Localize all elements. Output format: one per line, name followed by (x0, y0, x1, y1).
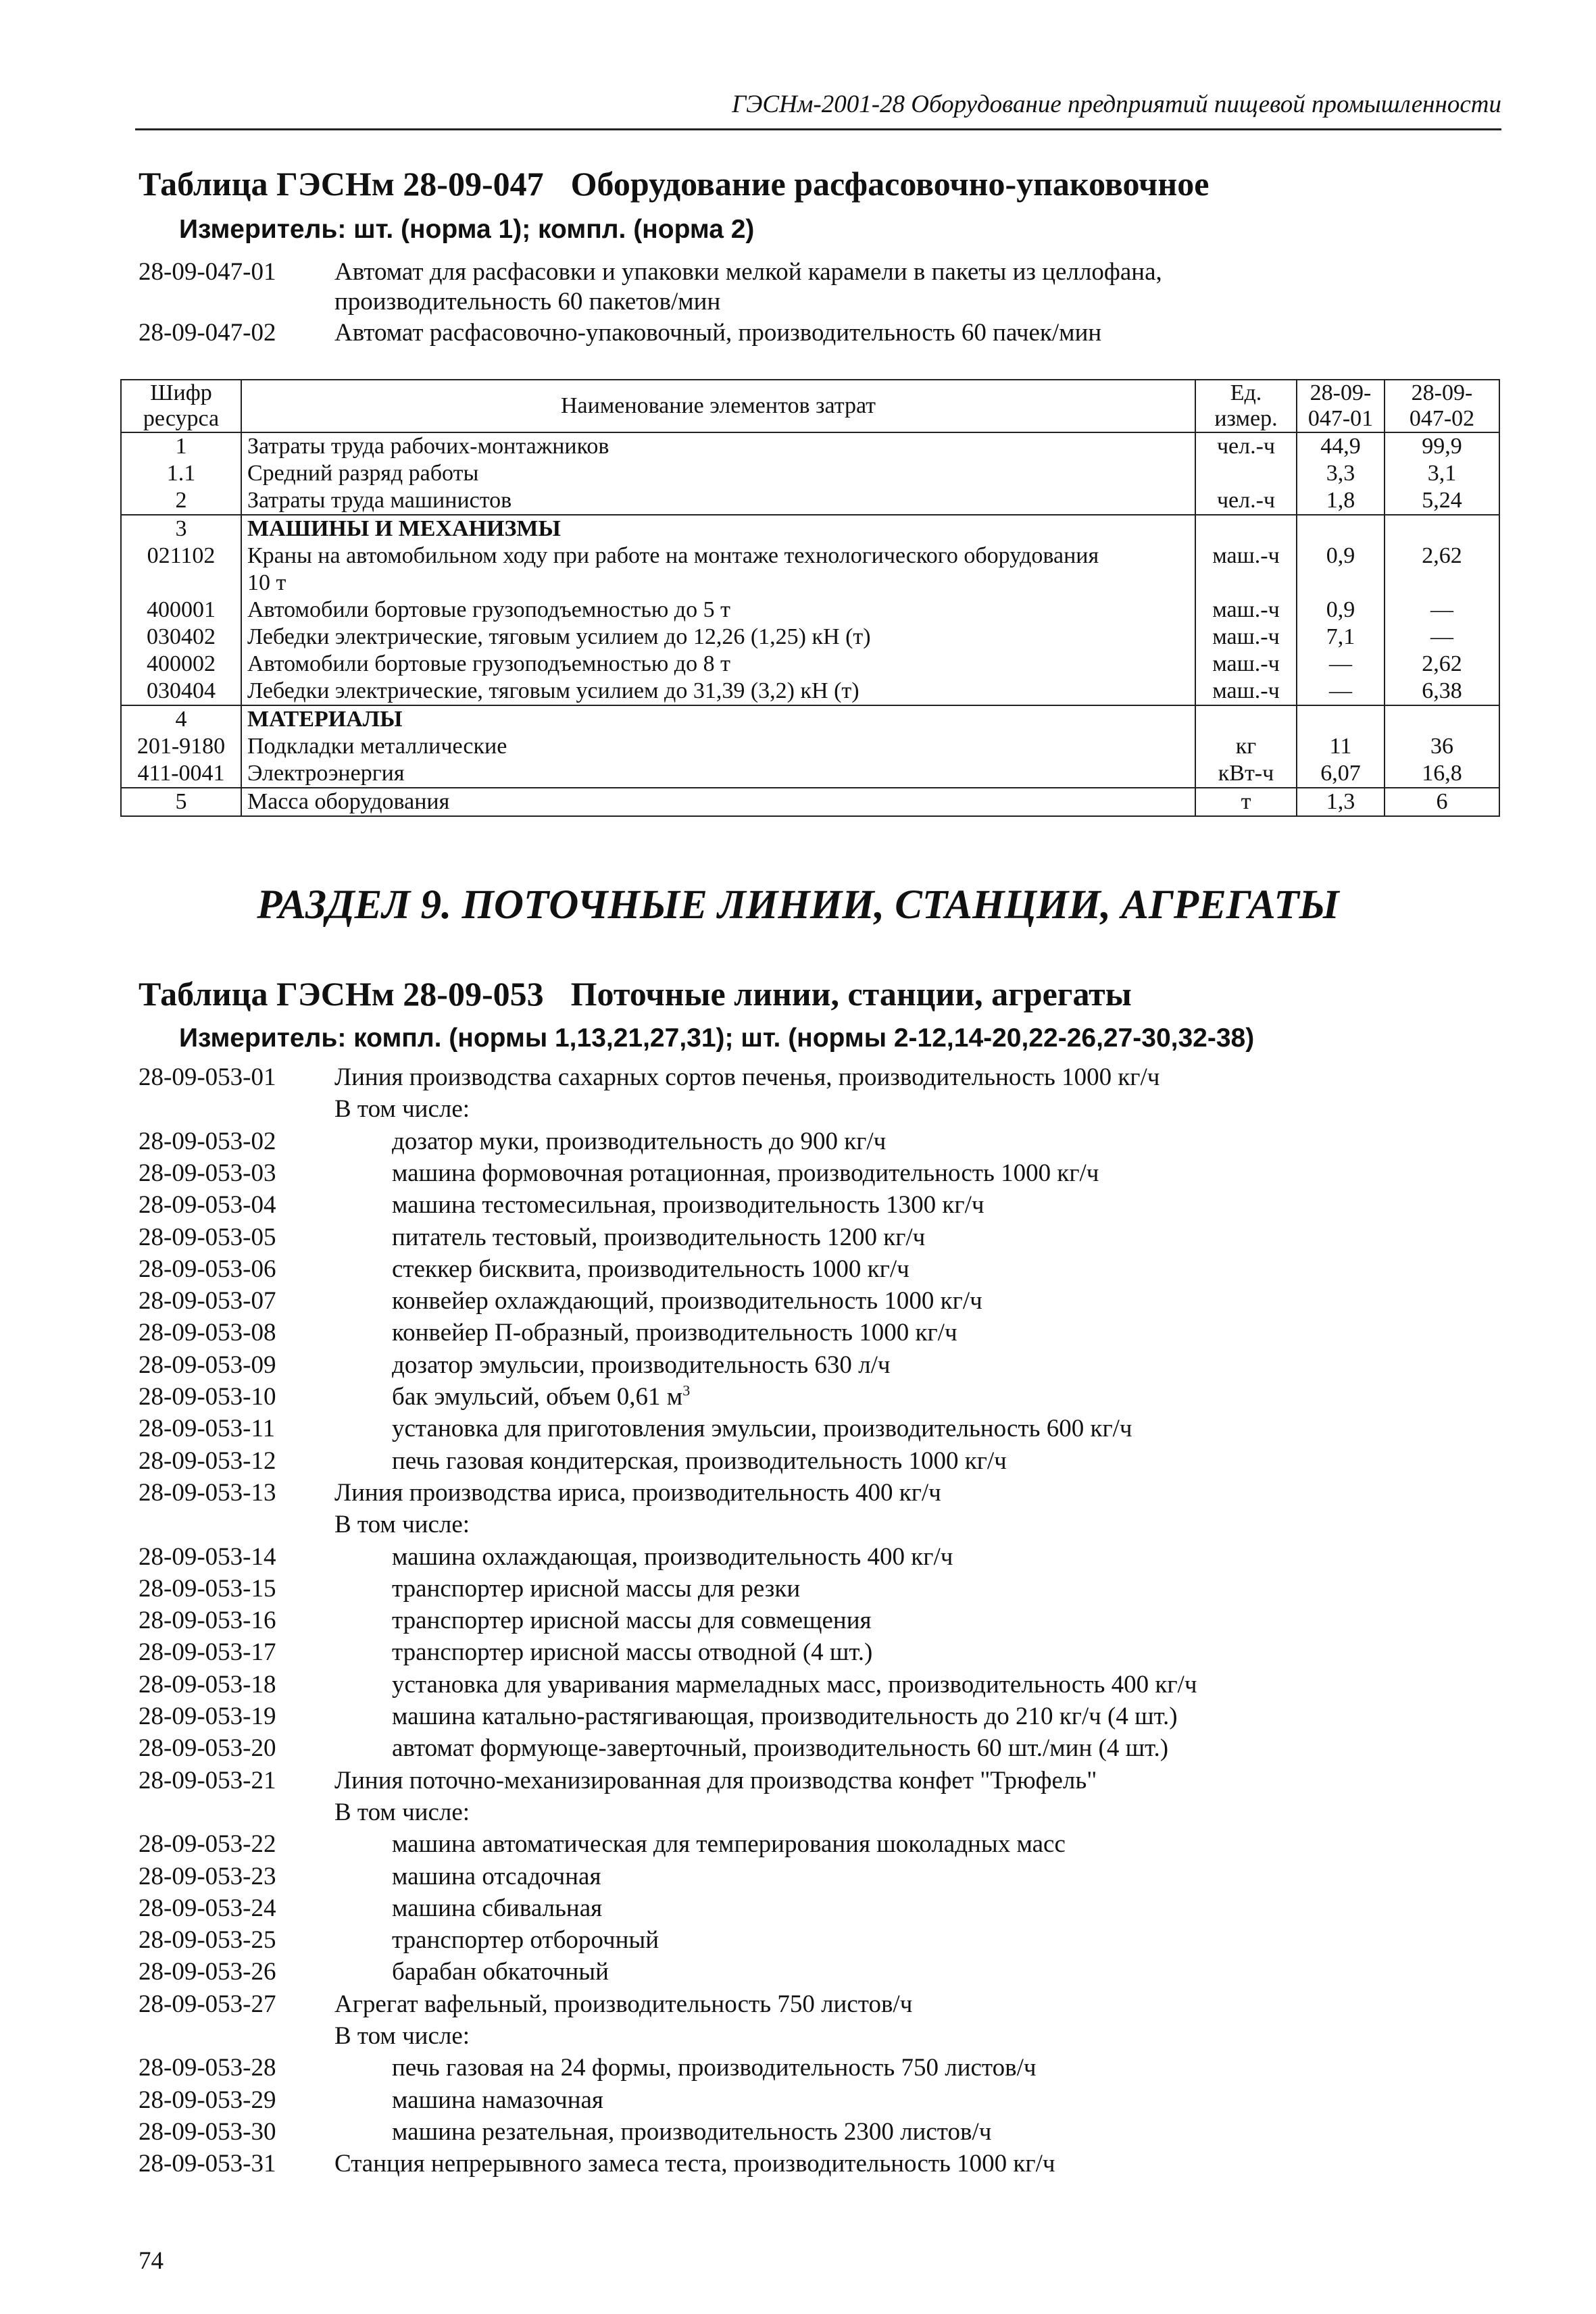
norm-description (392, 1637, 872, 1668)
norm-description: производительность 60 пакетов/мин (334, 288, 721, 316)
norm-code: 28-09-053-22 (139, 1830, 276, 1858)
norm-047-01-value: 11 (1297, 733, 1385, 760)
norm-description (392, 1126, 886, 1157)
norm-description (392, 2085, 603, 2116)
norm-description (392, 1222, 925, 1253)
resource-code: 5 (121, 788, 241, 816)
resource-name: Краны на автомобильном ходу при работе на монтаже технологического оборудования (241, 543, 1195, 570)
norm-description-text: Агрегат вафельный, производительность 750 листов/ч (334, 1990, 913, 2018)
norm-description-text: питатель тестовый, производительность 1200 кг/ч (392, 1224, 926, 1251)
resource-name: Электроэнергия (241, 760, 1195, 788)
page-number: 74 (139, 2247, 164, 2275)
norm-description (392, 2053, 1036, 2084)
norm-description-text: стеккер бисквита, производительность 1000 кг/ч (392, 1255, 909, 1283)
norm-code: 28-09-053-16 (139, 1607, 276, 1634)
norm-description (392, 1861, 601, 1892)
resource-row (121, 543, 1499, 570)
norm-047-02-value: 16,8 (1385, 760, 1499, 788)
col-norm2-header: 28-09- 047-02 (1385, 380, 1499, 432)
norm-047-02-value: 5,24 (1385, 487, 1499, 515)
resource-unit (1195, 570, 1297, 597)
table-047-name: Оборудование расфасовочно-упаковочное (570, 165, 1210, 203)
resource-code (121, 570, 241, 597)
resource-unit: маш.-ч (1195, 597, 1297, 624)
norm-047-02-value: — (1385, 624, 1499, 651)
norm-047-01-value: 7,1 (1297, 624, 1385, 651)
norm-code: 28-09-053-25 (139, 1926, 276, 1954)
norm-code: 28-09-053-29 (139, 2086, 276, 2114)
norm-code: 28-09-053-05 (139, 1224, 276, 1251)
norm-description (392, 1317, 957, 1349)
norm-047-02-value (1385, 570, 1499, 597)
norm-code: 28-09-053-28 (139, 2054, 276, 2082)
norm-code: 28-09-053-15 (139, 1575, 276, 1603)
norm-description-text: дозатор эмульсии, производительность 630 л/ч (392, 1351, 891, 1379)
norm-description-text: автомат формующе-заверточный, производительность 60 шт./мин (4 шт.) (392, 1734, 1169, 1762)
resource-row (121, 487, 1499, 515)
norm-description: Автомат расфасовочно-упаковочный, производительность 60 пачек/мин (334, 319, 1102, 347)
norm-047-02-value: 3,1 (1385, 460, 1499, 487)
resource-name: Средний разряд работы (241, 460, 1195, 487)
norm-047-02-value: 2,62 (1385, 651, 1499, 678)
norm-description (392, 1669, 1197, 1701)
norm-047-01-value: 0,9 (1297, 597, 1385, 624)
norm-description (392, 1190, 984, 1221)
resource-name: Затраты труда рабочих-монтажников (241, 432, 1195, 460)
resource-unit: кВт-ч (1195, 760, 1297, 788)
resource-code: 400001 (121, 597, 241, 624)
norm-code: 28-09-047-01 (139, 258, 276, 286)
norm-047-02-value: 6,38 (1385, 678, 1499, 705)
running-header (135, 84, 1501, 130)
norm-code: 28-09-053-19 (139, 1703, 276, 1730)
norm-description (392, 1350, 891, 1381)
resource-row (121, 651, 1499, 678)
norm-code: 28-09-053-18 (139, 1671, 276, 1699)
resource-row (121, 432, 1499, 460)
norm-description-text: машина катально-растягивающая, производительность до 210 кг/ч (4 шт.) (392, 1703, 1178, 1730)
resource-code: 030402 (121, 624, 241, 651)
norm-description (392, 1957, 609, 1988)
norm-description-text: машина отсадочная (392, 1863, 601, 1890)
norm-description-text: машина автоматическая для темперирования шоколадных масс (392, 1830, 1066, 1858)
norm-description-text: Линия поточно-механизированная для производства конфет "Трюфель" (334, 1767, 1097, 1794)
resource-code: 1 (121, 432, 241, 460)
resource-name: Автомобили бортовые грузоподъемностью до 5 т (241, 597, 1195, 624)
norm-description-text: Линия производства сахарных сортов печенья, производительность 1000 кг/ч (334, 1063, 1160, 1091)
resource-row (121, 624, 1499, 651)
resource-unit: кг (1195, 733, 1297, 760)
col-norm1-header: 28-09- 047-01 (1297, 380, 1385, 432)
table-053-title (139, 974, 1132, 1013)
norm-047-02-value: 36 (1385, 733, 1499, 760)
resource-row (121, 515, 1499, 543)
norm-description-text: машина намазочная (392, 2086, 603, 2114)
norm-code: 28-09-053-24 (139, 1894, 276, 1922)
resource-row (121, 678, 1499, 705)
norm-description (392, 1574, 800, 1605)
norm-code: 28-09-053-21 (139, 1767, 276, 1794)
resource-code: 411-0041 (121, 760, 241, 788)
norm-description-text: печь газовая на 24 формы, производительность 750 листов/ч (392, 2054, 1037, 2082)
resource-unit (1195, 515, 1297, 543)
resource-code: 030404 (121, 678, 241, 705)
norm-description (392, 1286, 982, 1317)
norm-description (392, 1701, 1178, 1732)
col-name-header: Наименование элементов затрат (241, 380, 1195, 432)
resource-name: Подкладки металлические (241, 733, 1195, 760)
norm-description-text: транспортер ирисной массы отводной (4 шт.) (392, 1638, 873, 1666)
norm-description-text: В том числе: (334, 2022, 470, 2050)
norm-description: Автомат для расфасовки и упаковки мелкой карамели в пакеты из целлофана, (334, 258, 1162, 286)
resource-code: 2 (121, 487, 241, 515)
norm-description (392, 1829, 1066, 1860)
norm-description-text: Линия производства ириса, производительность 400 кг/ч (334, 1479, 941, 1507)
norm-description (392, 1605, 872, 1636)
resource-name: Масса оборудования (241, 788, 1195, 816)
norm-047-01-value (1297, 570, 1385, 597)
resource-name: МАШИНЫ И МЕХАНИЗМЫ (241, 515, 1195, 543)
resource-code: 021102 (121, 543, 241, 570)
norm-047-02-value: 99,9 (1385, 432, 1499, 460)
norm-description-text: конвейер охлаждающий, производительность 1000 кг/ч (392, 1287, 982, 1315)
norm-code: 28-09-053-06 (139, 1255, 276, 1283)
resource-code: 4 (121, 705, 241, 733)
norm-047-01-value: 3,3 (1297, 460, 1385, 487)
resource-row (121, 788, 1499, 816)
resource-code: 1.1 (121, 460, 241, 487)
resource-name: Затраты труда машинистов (241, 487, 1195, 515)
norm-description (334, 1509, 470, 1540)
resource-name: Автомобили бортовые грузоподъемностью до 8 т (241, 651, 1195, 678)
unit-superscript: 3 (682, 1382, 691, 1399)
norm-description-text: В том числе: (334, 1095, 470, 1123)
norm-047-01-value: — (1297, 678, 1385, 705)
norm-047-02-value: — (1385, 597, 1499, 624)
norm-description-text: транспортер ирисной массы для совмещения (392, 1607, 872, 1634)
norm-code: 28-09-053-14 (139, 1543, 276, 1571)
norm-description-text: дозатор муки, производительность до 900 кг/ч (392, 1128, 887, 1155)
norm-code: 28-09-053-23 (139, 1863, 276, 1890)
norm-description-text: машина резательная, производительность 2300 листов/ч (392, 2118, 992, 2146)
norm-description-text: барабан обкаточный (392, 1958, 609, 1986)
norm-description-text: В том числе: (334, 1511, 470, 1538)
norm-description (334, 2148, 1055, 2180)
norm-description (334, 1094, 470, 1125)
norm-code: 28-09-053-30 (139, 2118, 276, 2146)
table-053-code: Таблица ГЭСНм 28-09-053 (139, 975, 544, 1013)
norm-code: 28-09-053-27 (139, 1990, 276, 2018)
resource-table-header (121, 380, 1499, 432)
norm-description (392, 1254, 909, 1285)
resource-row (121, 597, 1499, 624)
norm-description (334, 1797, 470, 1828)
norm-code: 28-09-053-20 (139, 1734, 276, 1762)
resource-unit: маш.-ч (1195, 651, 1297, 678)
col-unit-header: Ед. измер. (1195, 380, 1297, 432)
resource-unit (1195, 705, 1297, 733)
norm-description-text: конвейер П-образный, производительность 1000 кг/ч (392, 1319, 957, 1347)
norm-description (392, 2117, 991, 2148)
norm-047-01-value (1297, 515, 1385, 543)
norm-description-text: машина тестомесильная, производительность 1300 кг/ч (392, 1191, 984, 1219)
norm-code: 28-09-053-26 (139, 1958, 276, 1986)
resource-row (121, 460, 1499, 487)
resource-name: Лебедки электрические, тяговым усилием до 12,26 (1,25) кН (т) (241, 624, 1195, 651)
resource-row (121, 705, 1499, 733)
norm-description-text: установка для уваривания мармеладных масс, производительность 400 кг/ч (392, 1671, 1197, 1699)
norm-code: 28-09-053-03 (139, 1159, 276, 1187)
resource-unit (1195, 460, 1297, 487)
running-title: ГЭСНм-2001-28 Оборудование предприятий пищевой промышленности (732, 91, 1501, 118)
norm-description (334, 1062, 1159, 1093)
resource-unit: маш.-ч (1195, 624, 1297, 651)
norm-code: 28-09-053-13 (139, 1479, 276, 1507)
norm-description-text: машина сбивальная (392, 1894, 603, 1922)
norm-description (392, 1733, 1168, 1764)
table-053-measure: Измеритель: компл. (нормы 1,13,21,27,31); шт. (нормы 2-12,14-20,22-26,27-30,32-38) (179, 1024, 1255, 1053)
norm-description-text: печь газовая кондитерская, производительность 1000 кг/ч (392, 1447, 1007, 1475)
norm-description (334, 1765, 1097, 1796)
norm-description (392, 1382, 690, 1413)
norm-description-text: бак эмульсий, объем 0,61 м (392, 1383, 683, 1411)
resource-unit: чел.-ч (1195, 487, 1297, 515)
resource-unit: маш.-ч (1195, 678, 1297, 705)
resource-unit: т (1195, 788, 1297, 816)
norm-047-01-value: 6,07 (1297, 760, 1385, 788)
section-title: РАЗДЕЛ 9. ПОТОЧНЫЕ ЛИНИИ, СТАНЦИИ, АГРЕГАТЫ (257, 882, 1339, 928)
table-047-code: Таблица ГЭСНм 28-09-047 (139, 165, 544, 203)
norm-code: 28-09-053-08 (139, 1319, 276, 1347)
norm-code: 28-09-053-12 (139, 1447, 276, 1475)
resource-unit: чел.-ч (1195, 432, 1297, 460)
norm-description (334, 1989, 912, 2020)
norm-code: 28-09-053-09 (139, 1351, 276, 1379)
norm-047-01-value (1297, 705, 1385, 733)
norm-047-01-value: 1,8 (1297, 487, 1385, 515)
norm-047-02-value (1385, 705, 1499, 733)
norm-description (334, 2021, 470, 2052)
table-047-title (139, 164, 1209, 203)
norm-description-text: машина охлаждающая, производительность 400 кг/ч (392, 1543, 953, 1571)
norm-code: 28-09-047-02 (139, 319, 276, 347)
table-053-name: Поточные линии, станции, агрегаты (570, 975, 1132, 1013)
norm-047-02-value (1385, 515, 1499, 543)
resource-unit: маш.-ч (1195, 543, 1297, 570)
resource-row (121, 570, 1499, 597)
norm-code: 28-09-053-31 (139, 2150, 276, 2178)
resource-code: 400002 (121, 651, 241, 678)
resource-name: 10 т (241, 570, 1195, 597)
norm-code: 28-09-053-07 (139, 1287, 276, 1315)
resource-row (121, 733, 1499, 760)
norm-047-02-value: 2,62 (1385, 543, 1499, 570)
resource-name: Лебедки электрические, тяговым усилием до 31,39 (3,2) кН (т) (241, 678, 1195, 705)
norm-047-01-value: — (1297, 651, 1385, 678)
norm-description (392, 1893, 602, 1924)
table-047-measure: Измеритель: шт. (норма 1); компл. (норма 2) (179, 215, 755, 244)
norm-047-01-value: 44,9 (1297, 432, 1385, 460)
resource-code: 3 (121, 515, 241, 543)
norm-description-text: установка для приготовления эмульсии, производительность 600 кг/ч (392, 1415, 1132, 1442)
norm-047-02-value: 6 (1385, 788, 1499, 816)
resource-name: МАТЕРИАЛЫ (241, 705, 1195, 733)
norm-047-01-value: 0,9 (1297, 543, 1385, 570)
norm-description (392, 1925, 659, 1956)
norm-047-01-value: 1,3 (1297, 788, 1385, 816)
norm-description (334, 1478, 941, 1509)
norm-description-text: В том числе: (334, 1799, 470, 1826)
norm-description-text: транспортер отборочный (392, 1926, 659, 1954)
norm-code: 28-09-053-10 (139, 1383, 276, 1411)
norm-description (392, 1158, 1099, 1189)
norm-description (392, 1446, 1007, 1477)
norm-code: 28-09-053-04 (139, 1191, 276, 1219)
resource-row (121, 760, 1499, 788)
norm-code: 28-09-053-02 (139, 1128, 276, 1155)
norm-description (392, 1542, 953, 1573)
resource-table (120, 379, 1500, 817)
col-code-header: Шифр ресурса (121, 380, 241, 432)
norm-code: 28-09-053-01 (139, 1063, 276, 1091)
norm-description (392, 1413, 1132, 1444)
resource-code: 201-9180 (121, 733, 241, 760)
norm-description-text: Станция непрерывного замеса теста, производительность 1000 кг/ч (334, 2150, 1055, 2178)
norm-description-text: транспортер ирисной массы для резки (392, 1575, 801, 1603)
norm-code: 28-09-053-17 (139, 1638, 276, 1666)
norm-code: 28-09-053-11 (139, 1415, 276, 1442)
norm-description-text: машина формовочная ротационная, производительность 1000 кг/ч (392, 1159, 1099, 1187)
